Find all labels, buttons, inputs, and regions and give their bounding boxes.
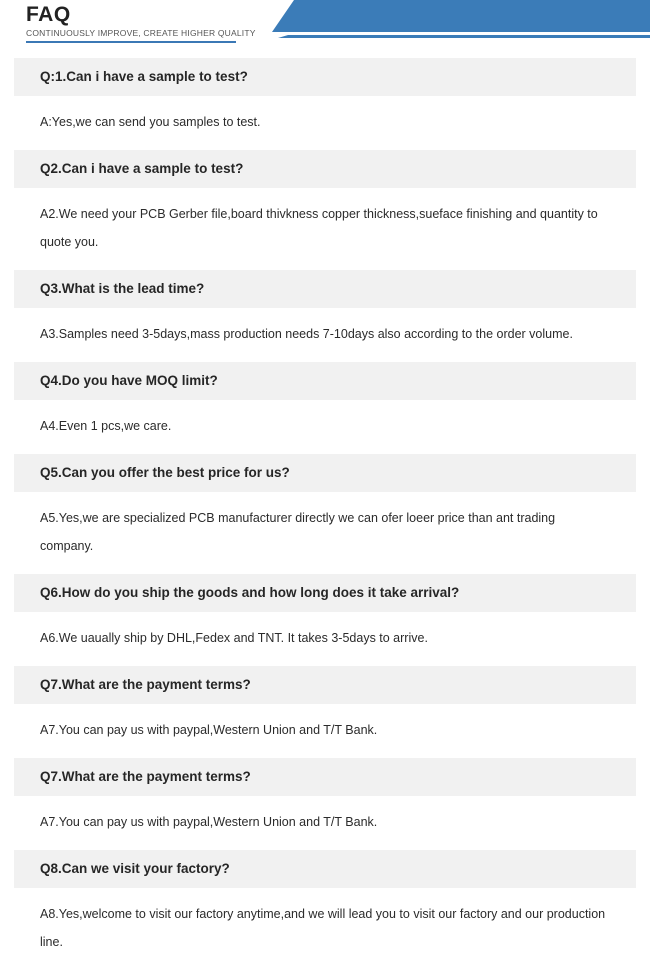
faq-item xyxy=(14,666,636,758)
faq-question: Q5.Can you offer the best price for us? xyxy=(14,454,636,492)
faq-question: Q4.Do you have MOQ limit? xyxy=(14,362,636,400)
header-underline xyxy=(26,41,236,43)
faq-item xyxy=(14,58,636,150)
faq-answer: A8.Yes,welcome to visit our factory anytime,and we will lead you to visit our factory and our production line. xyxy=(40,907,606,949)
page-title: FAQ xyxy=(26,3,71,26)
faq-item xyxy=(14,362,636,454)
faq-answer: A5.Yes,we are specialized PCB manufacturer directly we can ofer loeer price than ant trading company. xyxy=(40,511,556,553)
faq-answer: A4.Even 1 pcs,we care. xyxy=(40,419,172,433)
faq-item xyxy=(14,454,636,574)
faq-answer: A2.We need your PCB Gerber file,board thivkness copper thickness,sueface finishing and quantity to quote you. xyxy=(40,207,598,249)
header-banner-shape xyxy=(272,0,650,32)
header-text-block xyxy=(26,0,276,39)
faq-question: Q8.Can we visit your factory? xyxy=(14,850,636,888)
faq-question: Q7.What are the payment terms? xyxy=(14,666,636,704)
faq-item xyxy=(14,758,636,850)
faq-question: Q6.How do you ship the goods and how long does it take arrival? xyxy=(14,574,636,612)
faq-question: Q:1.Can i have a sample to test? xyxy=(14,58,636,96)
faq-answer: A:Yes,we can send you samples to test. xyxy=(40,115,261,129)
faq-item xyxy=(14,270,636,362)
faq-question: Q2.Can i have a sample to test? xyxy=(14,150,636,188)
page-subtitle: CONTINUOUSLY IMPROVE, CREATE HIGHER QUALITY xyxy=(26,28,256,38)
faq-item xyxy=(14,850,636,970)
faq-answer: A7.You can pay us with paypal,Western Union and T/T Bank. xyxy=(40,723,378,737)
faq-list xyxy=(0,46,650,970)
faq-question: Q7.What are the payment terms? xyxy=(14,758,636,796)
faq-item xyxy=(14,574,636,666)
faq-item xyxy=(14,150,636,270)
faq-answer: A6.We uaually ship by DHL,Fedex and TNT. It takes 3-5days to arrive. xyxy=(40,631,428,645)
faq-question: Q3.What is the lead time? xyxy=(14,270,636,308)
header-banner-stripe xyxy=(278,35,650,38)
faq-answer: A7.You can pay us with paypal,Western Union and T/T Bank. xyxy=(40,815,378,829)
faq-answer: A3.Samples need 3-5days,mass production needs 7-10days also according to the order volume. xyxy=(40,327,573,341)
page-header xyxy=(0,0,650,46)
